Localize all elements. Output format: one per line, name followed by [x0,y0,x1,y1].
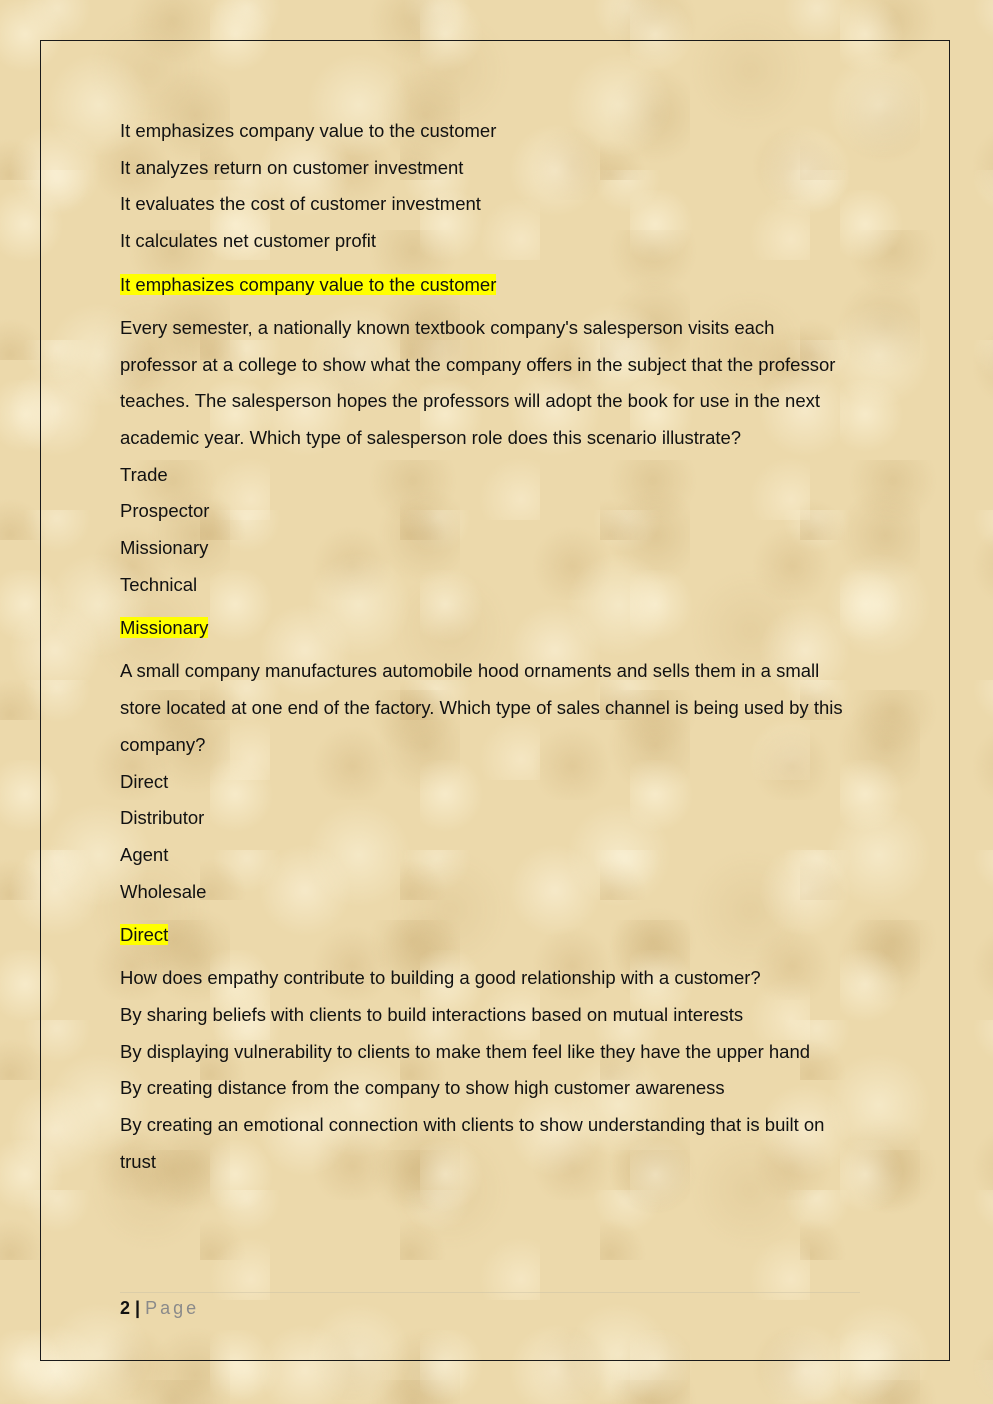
question-text: A small company manufactures automobile hood ornaments and sells them in a small [120,660,820,682]
answer-text: Missionary [120,617,209,639]
option-text: Agent [120,843,169,865]
option-text: Distributor [120,807,205,829]
question-text: store located at one end of the factory. Which type of sales channel is being used by this [120,697,843,719]
question-text: academic year. Which type of salesperson role does this scenario illustrate? [120,426,742,448]
option-text: Wholesale [120,880,207,902]
answer-text: Direct [120,924,169,946]
footer-divider [120,1292,860,1293]
question-text: Every semester, a nationally known textbook company's salesperson visits each [120,316,775,338]
highlighted-answer [120,923,880,947]
option-text: Direct [120,770,169,792]
question-text: company? [120,733,206,755]
question-block-3 [120,653,880,947]
option-text: trust [120,1150,156,1172]
question-text: professor at a college to show what the company offers in the subject that the professor [120,353,836,375]
answer-text: It emphasizes company value to the customer [120,273,497,295]
option-text: Prospector [120,500,210,522]
question-text: teaches. The salesperson hopes the professors will adopt the book for use in the next [120,390,821,412]
option-text: It analyzes return on customer investment [120,156,464,178]
option-text: Missionary [120,537,209,559]
footer-separator: | [135,1298,141,1318]
option-text: By creating an emotional connection with clients to show understanding that is built on [120,1114,825,1136]
page-number: 2 [120,1298,131,1318]
option-text: Trade [120,463,168,485]
highlighted-answer [120,273,880,297]
option-text: By creating distance from the company to show high customer awareness [120,1077,725,1099]
document-body [120,113,880,1181]
question-block-2 [120,310,880,641]
page-label: Page [145,1298,200,1318]
question-text: How does empathy contribute to building a good relationship with a customer? [120,967,761,989]
option-text: It calculates net customer profit [120,230,377,252]
option-text: Technical [120,573,198,595]
option-text: By sharing beliefs with clients to build interactions based on mutual interests [120,1004,744,1026]
highlighted-answer [120,616,880,640]
question-block-1 [120,113,880,297]
page-footer [120,1296,199,1320]
option-text: It emphasizes company value to the customer [120,120,497,141]
question-block-4 [120,960,880,1180]
option-text: It evaluates the cost of customer investment [120,193,481,215]
option-text: By displaying vulnerability to clients to make them feel like they have the upper hand [120,1040,811,1062]
